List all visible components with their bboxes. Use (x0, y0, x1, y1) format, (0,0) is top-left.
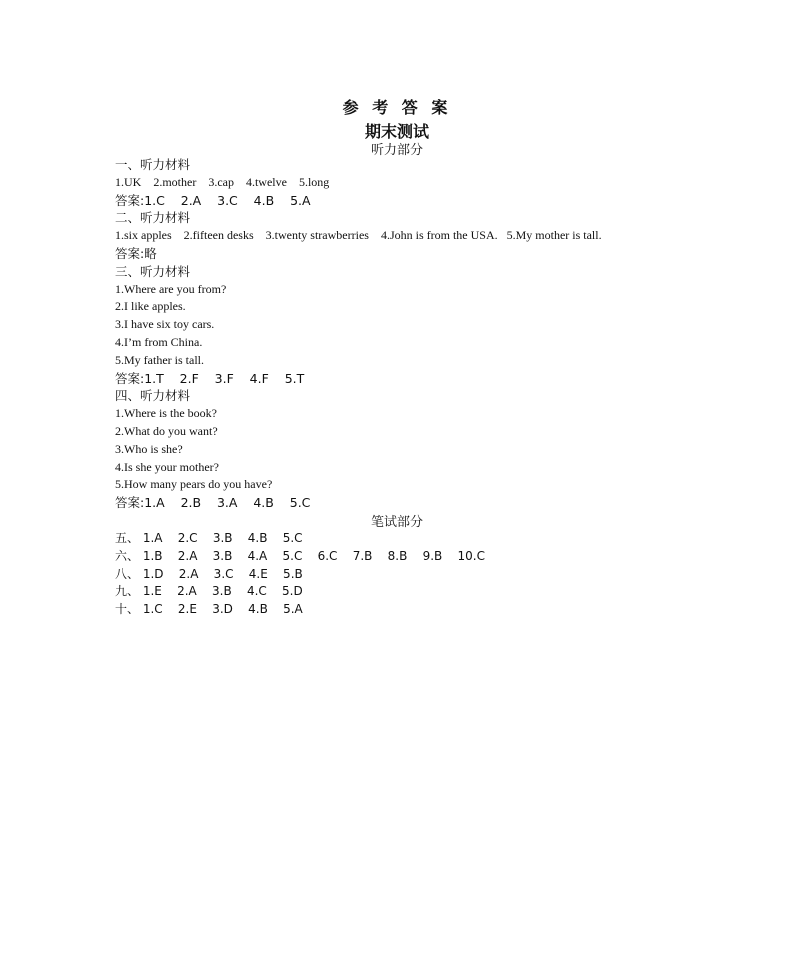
answer-line: 答案:1.A 2.B 3.A 4.B 5.C (115, 495, 311, 511)
answer-line: 答案:略 (115, 245, 157, 261)
writing-section-heading: 笔试部分 (370, 515, 423, 530)
listening-text-line: 1.six apples 2.fifteen desks 3.twenty strawberries 4.John is from the USA. 5.My mother is tall. (115, 228, 602, 243)
listening-text-line: 3.I have six toy cars. (115, 317, 215, 332)
listening-text-line: 5.My father is tall. (115, 352, 204, 367)
page-title: 参 考 答 案 (342, 98, 452, 117)
answer-line: 答案:1.T 2.F 3.F 4.F 5.T (115, 370, 305, 386)
answer-line: 答案:1.C 2.A 3.C 4.B 5.A (115, 192, 311, 208)
section-label-4: 四、听力材料 (115, 388, 191, 404)
section-label-3: 三、听力材料 (115, 263, 191, 279)
writing-answer-line: 六、 1.B 2.A 3.B 4.A 5.C 6.C 7.B 8.B 9.B 10.C (115, 548, 485, 563)
listening-text-line: 2.What do you want? (115, 423, 218, 438)
listening-text-line: 1.Where is the book? (115, 406, 217, 421)
section-label-2: 二、听力材料 (115, 210, 191, 226)
listening-text-line: 2.I like apples. (115, 299, 186, 314)
listening-text-line: 5.How many pears do you have? (115, 477, 273, 492)
writing-answer-line: 八、 1.D 2.A 3.C 4.E 5.B (115, 566, 303, 581)
listening-section (115, 156, 775, 512)
section-label-1: 一、听力材料 (115, 157, 191, 172)
writing-section (115, 530, 775, 619)
listening-section-heading: 听力部分 (370, 143, 423, 158)
writing-answer-line: 五、 1.A 2.C 3.B 4.B 5.C (115, 531, 303, 545)
listening-text-line: 4.I’m from China. (115, 334, 203, 349)
listening-text-line: 4.Is she your mother? (115, 459, 219, 474)
listening-text-line: 1.UK 2.mother 3.cap 4.twelve 5.long (115, 174, 330, 189)
listening-text-line: 3.Who is she? (115, 441, 183, 456)
page-subtitle: 期末测试 (364, 122, 429, 141)
listening-text-line: 1.Where are you from? (115, 281, 227, 296)
writing-answer-line: 九、 1.E 2.A 3.B 4.C 5.D (115, 584, 303, 599)
writing-answer-line: 十、 1.C 2.E 3.D 4.B 5.A (115, 602, 303, 617)
